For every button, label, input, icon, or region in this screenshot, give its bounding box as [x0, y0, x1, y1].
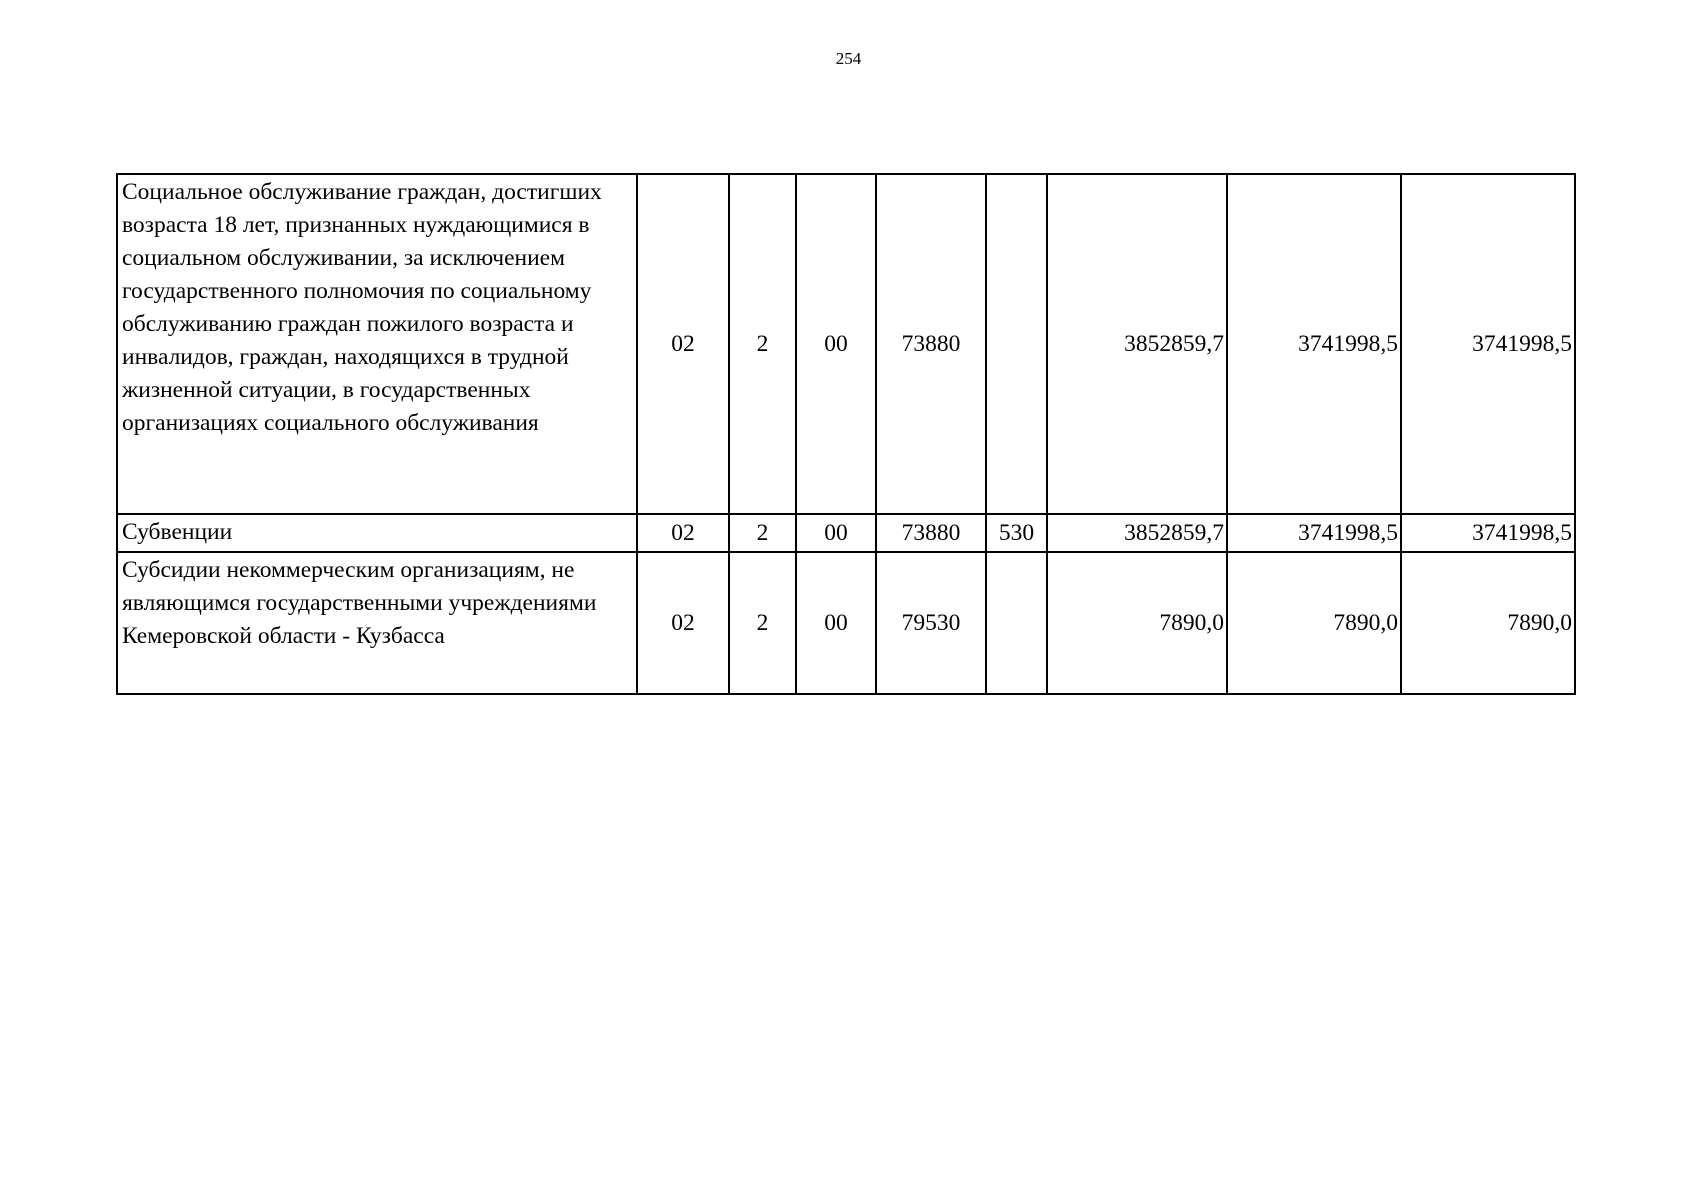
code-cell: 02	[637, 514, 729, 552]
table-row	[117, 514, 1575, 552]
amount-cell: 3741998,5	[1227, 174, 1401, 514]
amount-cell: 3741998,5	[1401, 174, 1575, 514]
amount-cell: 3852859,7	[1047, 514, 1227, 552]
code-cell: 02	[637, 552, 729, 694]
code-cell: 73880	[876, 174, 986, 514]
code-cell: 2	[729, 552, 796, 694]
amount-cell: 7890,0	[1227, 552, 1401, 694]
code-cell: 00	[796, 174, 876, 514]
code-cell: 2	[729, 514, 796, 552]
table-row	[117, 552, 1575, 694]
code-cell: 530	[986, 514, 1047, 552]
page-number: 254	[835, 49, 862, 68]
code-cell: 79530	[876, 552, 986, 694]
code-cell: 02	[637, 174, 729, 514]
amount-cell: 7890,0	[1047, 552, 1227, 694]
code-cell	[986, 552, 1047, 694]
amount-cell: 3741998,5	[1227, 514, 1401, 552]
row-name: Социальное обслуживание граждан, достигших возраста 18 лет, признанных нуждающимися в социальном обслуживании, за исключением государственного полномочия по социальному обслуживанию граждан пожилого возраста и инвалидов, граждан, находящихся в трудной жизненной ситуации, в государственных организациях социального обслуживания	[117, 174, 637, 514]
row-name: Субвенции	[117, 514, 637, 552]
code-cell: 00	[796, 552, 876, 694]
code-cell: 2	[729, 174, 796, 514]
code-cell: 73880	[876, 514, 986, 552]
code-cell: 00	[796, 514, 876, 552]
table-row	[117, 174, 1575, 514]
budget-table	[116, 173, 1576, 695]
amount-cell: 3741998,5	[1401, 514, 1575, 552]
amount-cell: 3852859,7	[1047, 174, 1227, 514]
amount-cell: 7890,0	[1401, 552, 1575, 694]
code-cell	[986, 174, 1047, 514]
row-name: Субсидии некоммерческим организациям, не являющимся государственными учреждениями Кемеровской области - Кузбасса	[117, 552, 637, 694]
